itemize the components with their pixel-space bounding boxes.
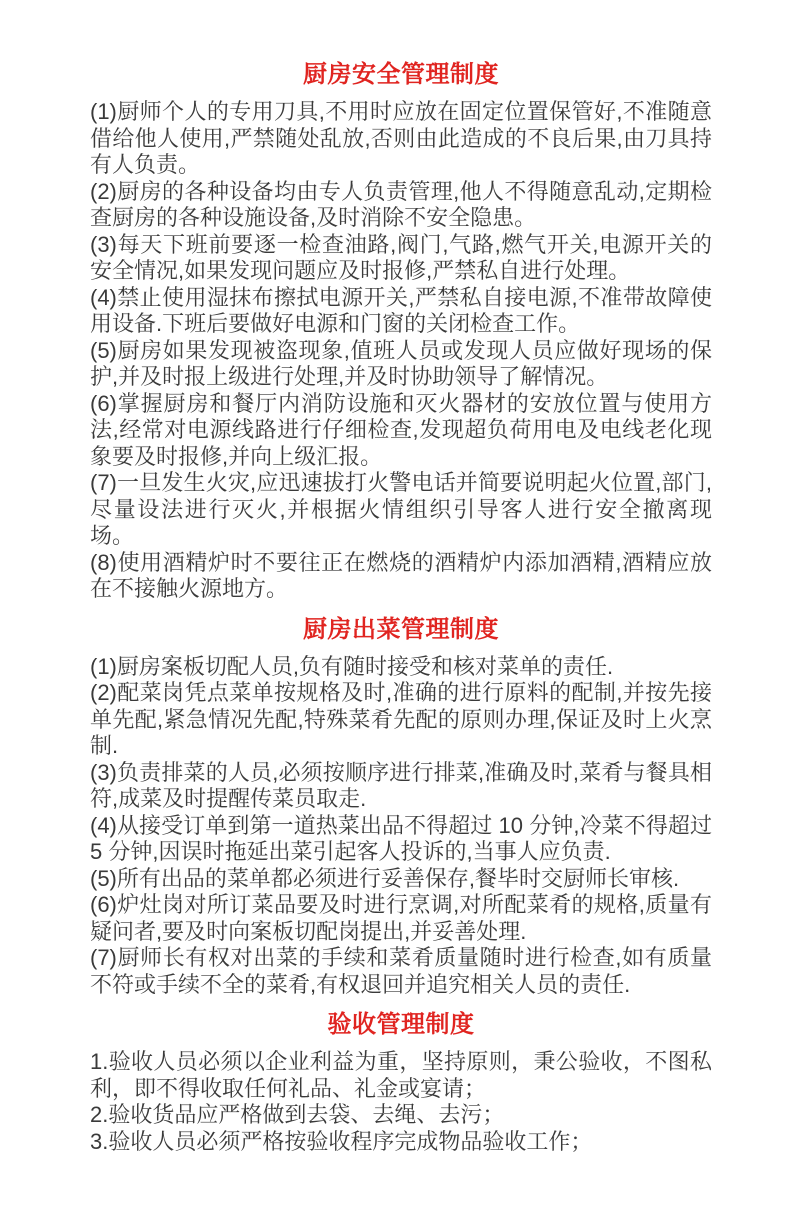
paragraph: (7)厨师长有权对出菜的手续和菜肴质量随时进行检查,如有质量不符或手续不全的菜肴,有权退回并追究相关人员的责任. — [90, 945, 712, 997]
paragraph: (5)厨房如果发现被盗现象,值班人员或发现人员应做好现场的保护,并及时报上级进行处理,并及时协助领导了解情况。 — [90, 337, 712, 389]
paragraph: (8)使用酒精炉时不要往正在燃烧的酒精炉内添加酒精,酒精应放在不接触火源地方。 — [90, 549, 712, 601]
section-title: 厨房安全管理制度 — [303, 61, 499, 88]
document-body — [90, 60, 712, 1155]
paragraph: (4)禁止使用湿抹布擦拭电源开关,严禁私自接电源,不准带故障使用设备.下班后要做好电源和门窗的关闭检查工作。 — [90, 284, 712, 336]
paragraph: (1)厨房案板切配人员,负有随时接受和核对菜单的责任. — [90, 653, 614, 679]
paragraph: (5)所有出品的菜单都必须进行妥善保存,餐毕时交厨师长审核. — [90, 865, 680, 891]
paragraph: (7)一旦发生火灾,应迅速拔打火警电话并简要说明起火位置,部门,尽量设法进行灭火,并根据火情组织引导客人进行安全撤离现场。 — [90, 470, 712, 548]
paragraph: 3.验收人员必须严格按验收程序完成物品验收工作； — [90, 1128, 593, 1154]
paragraph: (2)配菜岗凭点菜单按规格及时,准确的进行原料的配制,并按先接单先配,紧急情况先配,特殊菜肴先配的原则办理,保证及时上火烹制. — [90, 680, 712, 758]
paragraph: (1)厨师个人的专用刀具,不用时应放在固定位置保管好,不准随意借给他人使用,严禁随处乱放,否则由此造成的不良后果,由刀具持有人负责。 — [90, 99, 712, 177]
paragraph: 1.验收人员必须以企业利益为重，坚持原则，秉公验收，不图私利，即不得收取任何礼品、礼金或宴请； — [90, 1049, 712, 1101]
paragraph: (3)每天下班前要逐一检查油路,阀门,气路,燃气开关,电源开关的安全情况,如果发现问题应及时报修,严禁私自进行处理。 — [90, 231, 712, 283]
section-title: 厨房出菜管理制度 — [303, 615, 499, 643]
paragraph: (4)从接受订单到第一道热菜出品不得超过 10 分钟,冷菜不得超过 5 分钟,因误时拖延出菜引起客人投诉的,当事人应负责. — [90, 812, 712, 864]
paragraph: (2)厨房的各种设备均由专人负责管理,他人不得随意乱动,定期检查厨房的各种设施设备,及时消除不安全隐患。 — [90, 178, 712, 230]
paragraph: (6)炉灶岗对所订菜品要及时进行烹调,对所配菜肴的规格,质量有疑问者,要及时向案板切配岗提出,并妥善处理. — [90, 892, 712, 944]
paragraph: 2.验收货品应严格做到去袋、去绳、去污； — [90, 1102, 505, 1127]
paragraph: (6)掌握厨房和餐厅内消防设施和灭火器材的安放位置与使用方法,经常对电源线路进行仔细检查,发现超负荷用电及电线老化现象要及时报修,并向上级汇报。 — [90, 390, 712, 469]
section-title: 验收管理制度 — [327, 1011, 475, 1038]
paragraph: (3)负责排菜的人员,必须按顺序进行排菜,准确及时,菜肴与餐具相符,成菜及时提醒传菜员取走. — [90, 759, 712, 811]
